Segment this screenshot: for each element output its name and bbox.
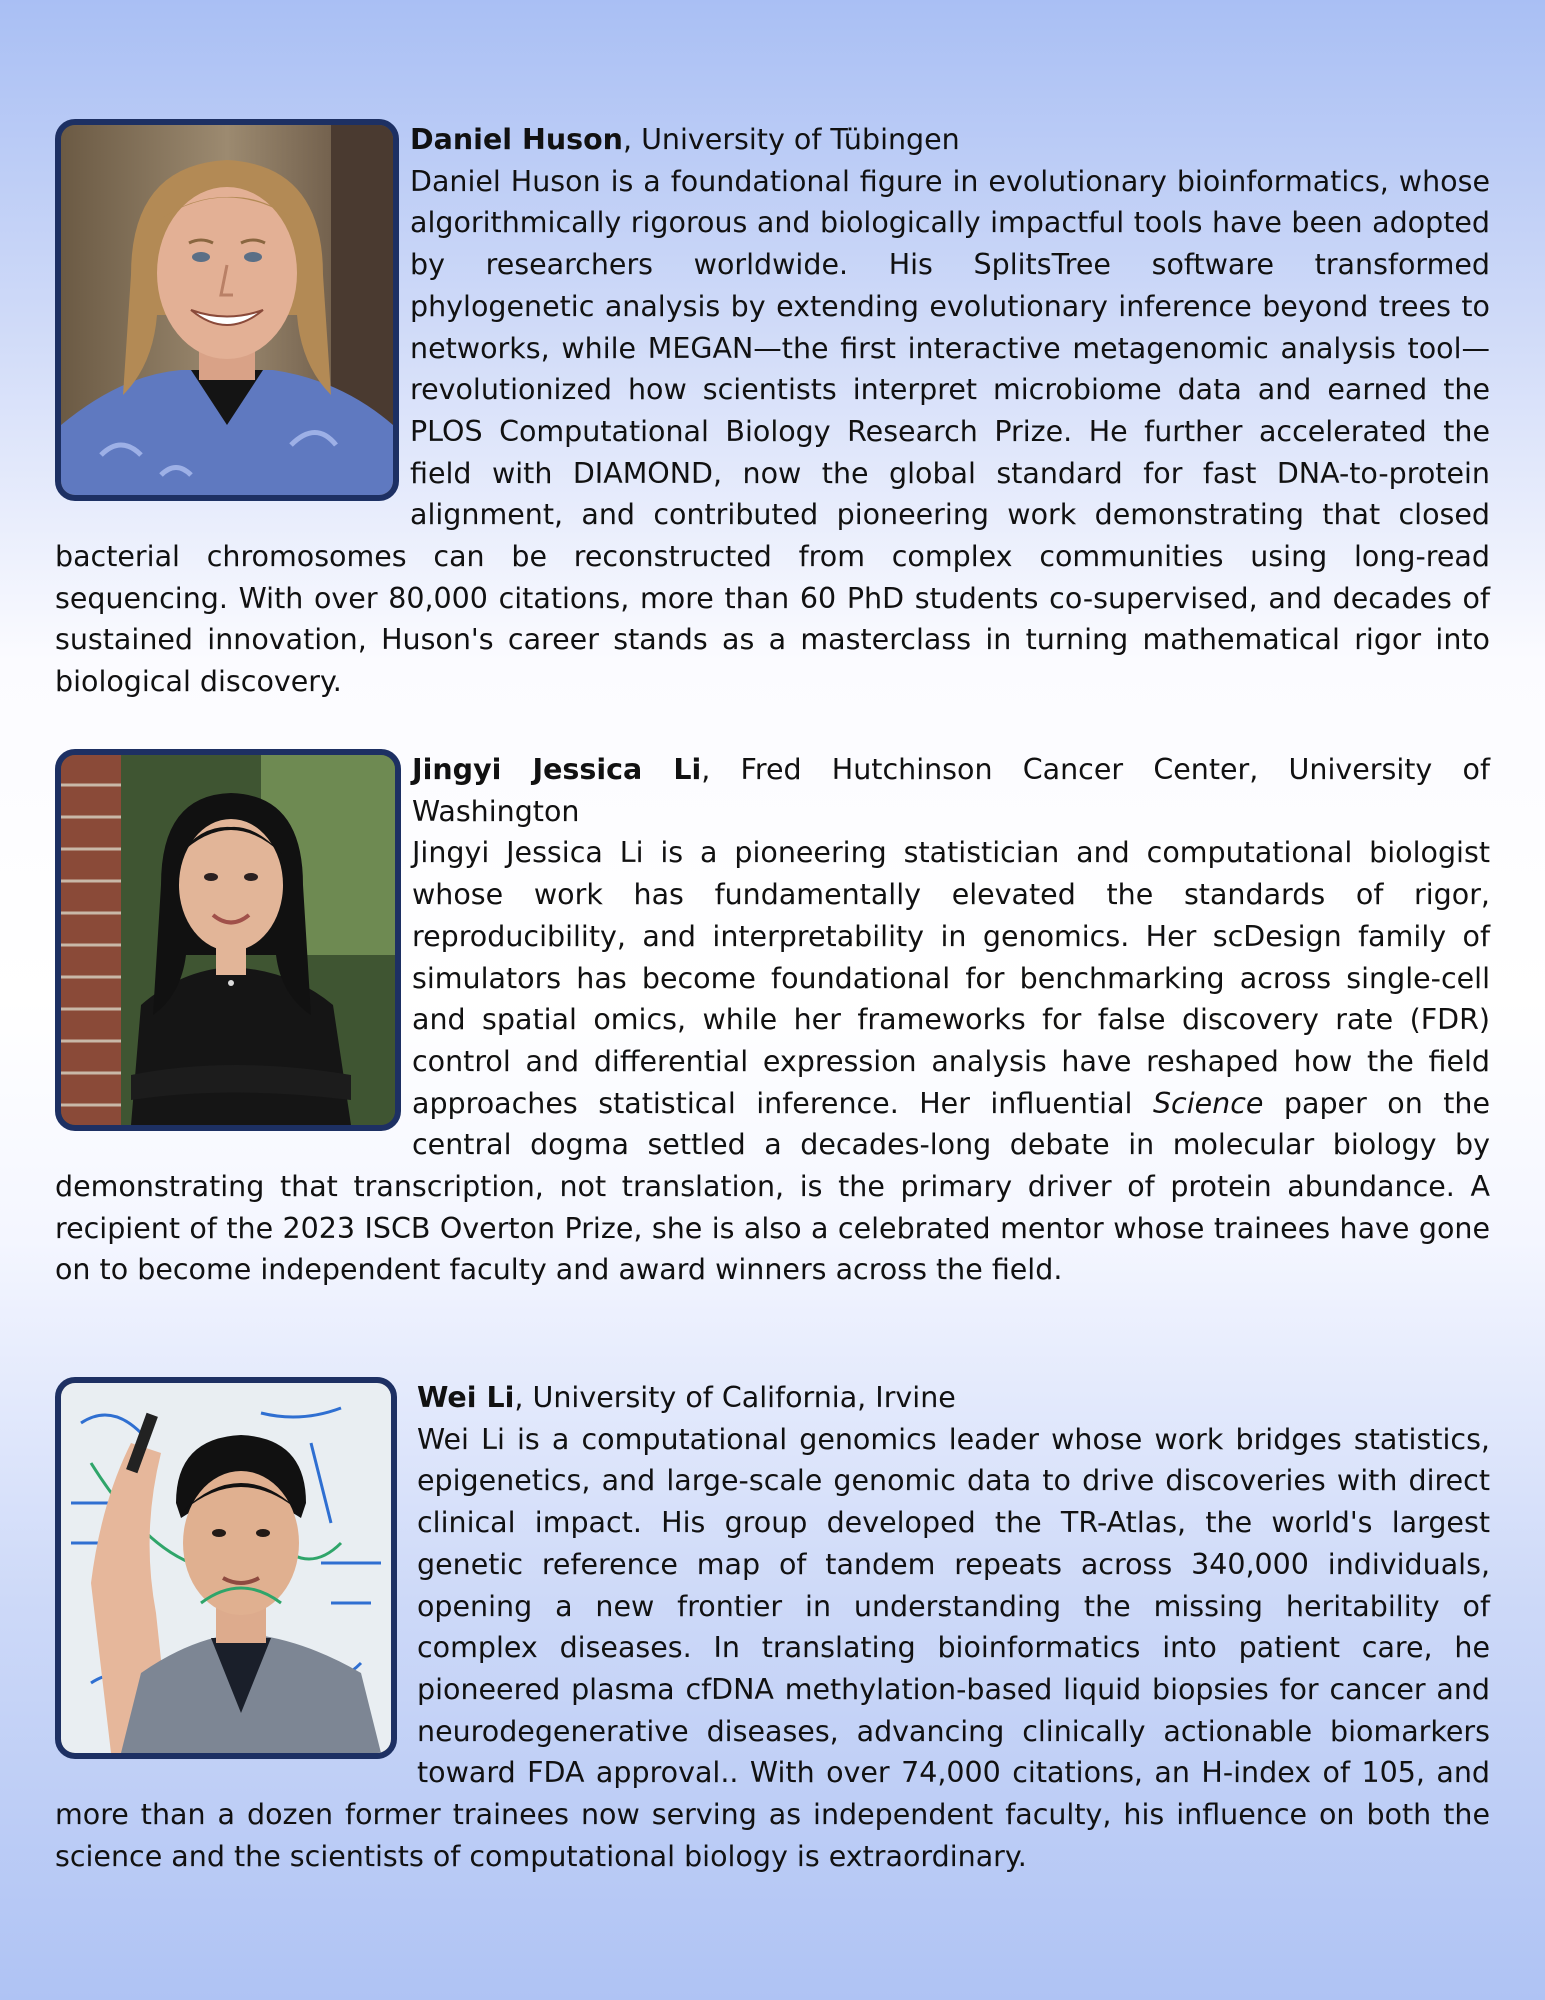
portrait-photo-jingyi-jessica-li	[55, 749, 401, 1131]
profile-bio-part: Jingyi Jessica Li is a pioneering statistician and computational biologist whose work has fundamentally elevated the standards of rigor, reproducibility, and interpretability in genomics. Her scDesign family of simulators has become foundational for benchmarking across single-cell and spatial omics, while her frameworks for false discovery rate (FDR) control and differential expression analysis have reshaped how the field approaches statistical inference. Her influential	[412, 836, 1490, 1120]
portrait-photo-daniel-huson	[55, 119, 399, 501]
profile-wei-li	[55, 1377, 1490, 1877]
portrait-photo-wei-li	[55, 1377, 397, 1759]
profile-jingyi-jessica-li	[55, 749, 1490, 1291]
profile-name: Wei Li	[417, 1381, 515, 1414]
profile-bio: Wei Li is a computational genomics leader whose work bridges statistics, epigenetics, and large-scale genomic data to drive discoveries with direct clinical impact. His group developed the TR-Atlas, the world's largest genetic reference map of tandem repeats across 340,000 individuals, opening a new frontier in understanding the missing heritability of complex diseases. In translating bioinformatics into patient care, he pioneered plasma cfDNA methylation-based liquid biopsies for cancer and neurodegenerative diseases, advancing clinically actionable biomarkers toward FDA approval.. With over 74,000 citations, an H-index of 105, and more than a dozen former trainees now serving as independent faculty, his influence on both the science and the scientists of computational biology is extraordinary.	[55, 1422, 1490, 1873]
profile-affiliation: , University of Tübingen	[622, 123, 960, 156]
profile-affiliation: , Fred Hutchinson Cancer Center, University of Washington	[412, 753, 1490, 828]
profile-name: Jingyi Jessica Li	[412, 753, 702, 786]
profile-name: Daniel Huson	[410, 123, 623, 156]
profile-bio: Daniel Huson is a foundational figure in evolutionary bioinformatics, whose algorithmically rigorous and biologically impactful tools have been adopted by researchers worldwide. His SplitsTree software transformed phylogenetic analysis by extending evolutionary inference beyond trees to networks, while MEGAN—the first interactive metagenomic analysis tool—revolutionized how scientists interpret microbiome data and earned the PLOS Computational Biology Research Prize. He further accelerated the field with DIAMOND, now the global standard for fast DNA-to-protein alignment, and contributed pioneering work demonstrating that closed bacterial chromosomes can be reconstructed from complex communities using long-read sequencing. With over 80,000 citations, more than 60 PhD students co-supervised, and decades of sustained innovation, Huson's career stands as a masterclass in turning mathematical rigor into biological discovery.	[55, 164, 1490, 699]
profile-affiliation: , University of California, Irvine	[514, 1381, 956, 1414]
profile-daniel-huson	[55, 119, 1490, 703]
profile-bio-part: paper on the central dogma settled a decades-long debate in molecular biology by demonstrating that transcription, not translation, is the primary driver of protein abundance. A recipient of the 2023 ISCB Overton Prize, she is also a celebrated mentor whose trainees have gone on to become independent faculty and award winners across the field.	[55, 1086, 1490, 1287]
journal-name: Science	[1152, 1086, 1264, 1120]
